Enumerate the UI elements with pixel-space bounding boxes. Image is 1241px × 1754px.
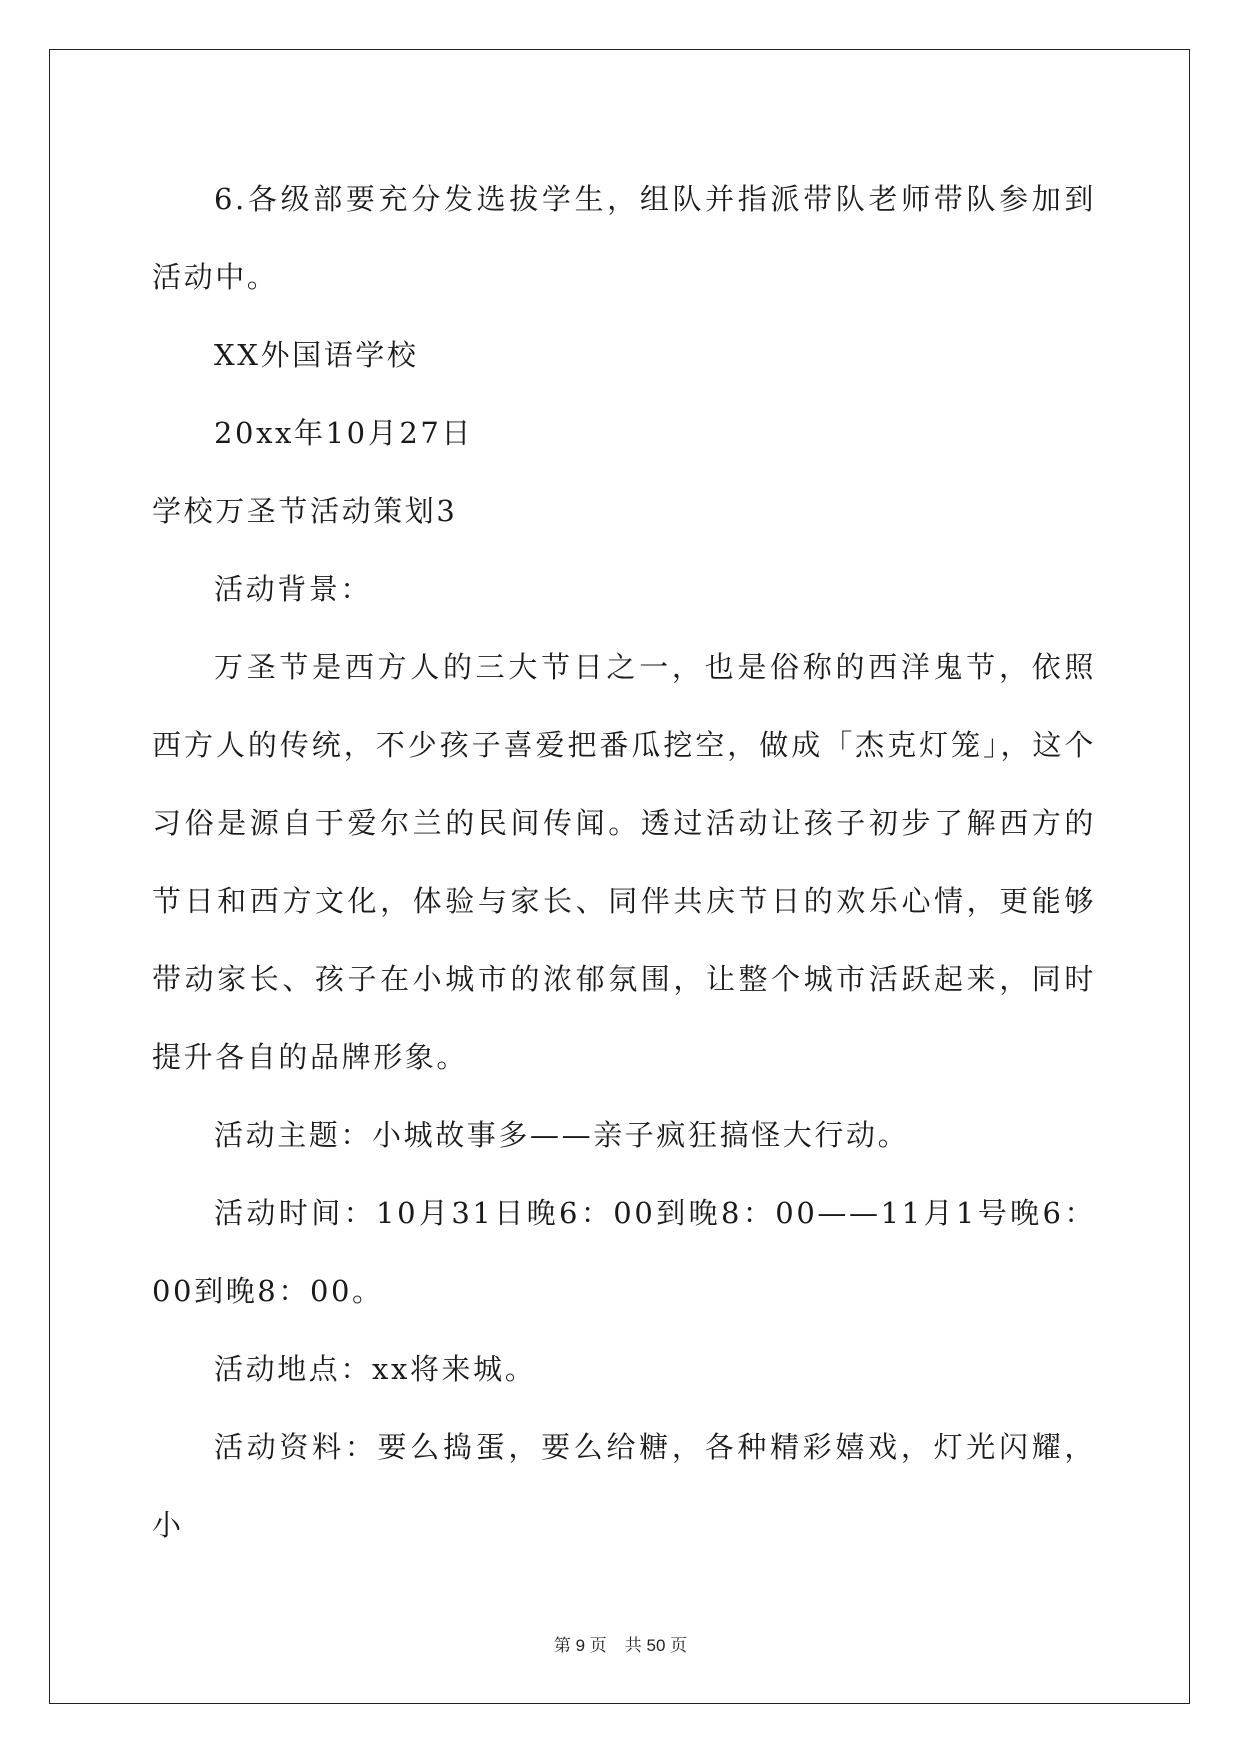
page-total: 共 50 页 <box>624 1636 688 1655</box>
page-number: 第 9 页 <box>553 1636 607 1655</box>
paragraph-instruction-6: 6.各级部要充分发选拔学生，组队并指派带队老师带队参加到活动中。 <box>152 182 1096 294</box>
document-body <box>152 160 1096 1564</box>
school-name: XX外国语学校 <box>214 338 419 372</box>
document-date: 20xx年10月27日 <box>214 416 474 450</box>
section-title: 学校万圣节活动策划3 <box>152 494 458 528</box>
activity-materials: 活动资料：要么捣蛋，要么给糖，各种精彩嬉戏，灯光闪耀，小 <box>152 1430 1096 1542</box>
activity-time: 活动时间：10月31日晚6：00到晚8：00——11月1号晚6：00到晚8：00。 <box>152 1196 1096 1308</box>
activity-location: 活动地点：xx将来城。 <box>214 1352 537 1386</box>
activity-theme: 活动主题：小城故事多——亲子疯狂搞怪大行动。 <box>214 1118 910 1152</box>
page-footer <box>0 1631 1241 1656</box>
background-paragraph: 万圣节是西方人的三大节日之一，也是俗称的西洋鬼节，依照西方人的传统，不少孩子喜爱把番瓜挖空，做成「杰克灯笼」，这个习俗是源自于爱尔兰的民间传闻。透过活动让孩子初步了解西方的节日和西方文化，体验与家长、同伴共庆节日的欢乐心情，更能够带动家长、孩子在小城市的浓郁氛围，让整个城市活跃起来，同时提升各自的品牌形象。 <box>152 650 1096 1074</box>
background-heading: 活动背景： <box>214 572 373 606</box>
